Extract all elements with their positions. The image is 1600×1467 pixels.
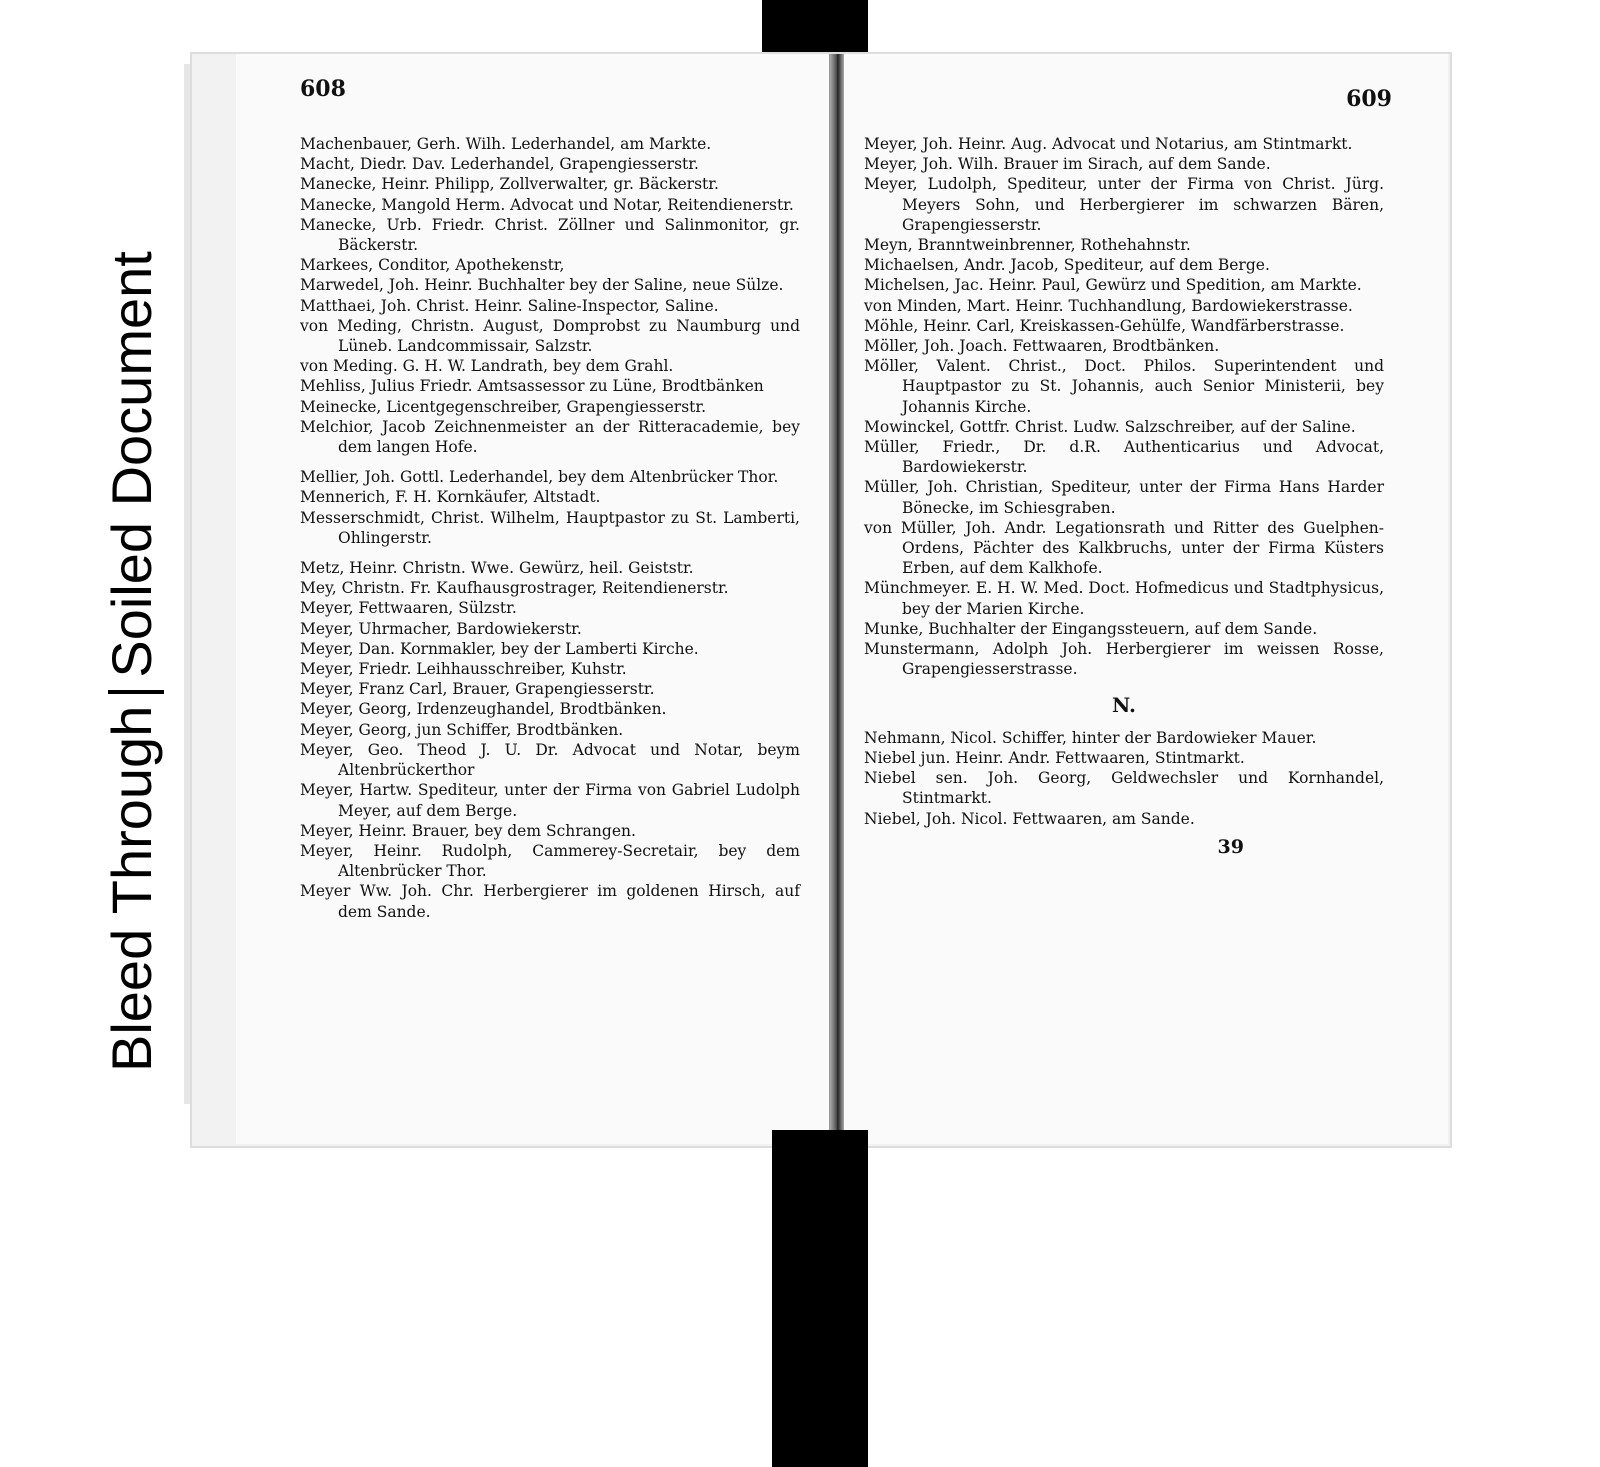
right-entries (864, 134, 1384, 857)
entry: Niebel jun. Heinr. Andr. Fettwaaren, Stintmarkt. (864, 748, 1245, 767)
entry: Meyer, Georg, jun Schiffer, Brodtbänken. (300, 720, 624, 739)
entry: Marwedel, Joh. Heinr. Buchhalter bey der Saline, neue Sülze. (300, 276, 784, 295)
entry: Matthaei, Joh. Christ. Heinr. Saline-Inspector, Saline. (300, 296, 719, 315)
scan-strip-top (762, 0, 868, 54)
entry: Möller, Joh. Joach. Fettwaaren, Brodtbänken. (864, 337, 1220, 356)
entry: von Minden, Mart. Heinr. Tuchhandlung, Bardowiekerstrasse. (864, 296, 1353, 315)
entry: Meyer, Fettwaaren, Sülzstr. (300, 599, 517, 618)
entry: Meyer, Heinr. Brauer, bey dem Schrangen. (300, 821, 636, 840)
entry: Michelsen, Jac. Heinr. Paul, Gewürz und Spedition, am Markte. (864, 276, 1362, 295)
entry: Metz, Heinr. Christn. Wwe. Gewürz, heil. Geiststr. (300, 559, 694, 578)
entry: Machenbauer, Gerh. Wilh. Lederhandel, am Markte. (300, 135, 712, 153)
left-entries (300, 134, 800, 922)
entry: Munstermann, Adolph Joh. Herbergierer im weissen Rosse, Grapengiesserstrasse. (864, 640, 1384, 679)
side-label (92, 72, 172, 1072)
scan-strip-bottom (772, 1130, 868, 1467)
page-number-left: 608 (300, 76, 346, 102)
entry: Mowinckel, Gottfr. Christ. Ludw. Salzschreiber, auf der Saline. (864, 417, 1356, 436)
entry: Meyer, Dan. Kornmakler, bey der Lamberti Kirche. (300, 639, 699, 658)
entry: von Meding, Christn. August, Domprobst zu Naumburg und Lüneb. Landcommissair, Salzstr. (300, 316, 800, 356)
entry: Mey, Christn. Fr. Kaufhausgrostrager, Reitendienerstr. (300, 579, 729, 598)
entry: Nehmann, Nicol. Schiffer, hinter der Bardowieker Mauer. (864, 728, 1317, 747)
entry: Müller, Joh. Christian, Spediteur, unter der Firma Hans Harder Bönecke, im Schiesgraben. (864, 478, 1384, 517)
entry: Meyn, Branntweinbrenner, Rothehahnstr. (864, 236, 1191, 255)
entry: Meyer, Franz Carl, Brauer, Grapengiesserstr. (300, 680, 655, 699)
entry: Manecke, Mangold Herm. Advocat und Notar, Reitendienerstr. (300, 195, 794, 214)
entry: Meyer, Joh. Heinr. Aug. Advocat und Notarius, am Stintmarkt. (864, 135, 1353, 153)
entry: Manecke, Heinr. Philipp, Zollverwalter, gr. Bäckerstr. (300, 175, 719, 194)
entry: von Meding. G. H. W. Landrath, bey dem Grahl. (300, 357, 674, 376)
entry: Müller, Friedr., Dr. d.R. Authenticarius und Advocat, Bardowiekerstr. (864, 438, 1384, 477)
entry: Markees, Conditor, Apothekenstr, (300, 256, 565, 275)
entry: Meyer, Ludolph, Spediteur, unter der Firma von Christ. Jürg. Meyers Sohn, und Herbergierer im schwarzen Bären, Grapengiesserstr. (864, 175, 1384, 234)
book-gutter (830, 54, 844, 1144)
entry: Möhle, Heinr. Carl, Kreiskassen-Gehülfe, Wandfärberstrasse. (864, 316, 1345, 335)
entry: Meyer, Joh. Wilh. Brauer im Sirach, auf dem Sande. (864, 155, 1271, 174)
entry: Messerschmidt, Christ. Wilhelm, Hauptpastor zu St. Lamberti, Ohlingerstr. (300, 508, 800, 547)
label-separator (108, 690, 164, 694)
label-soiled-document: Soiled Document (100, 251, 163, 678)
entry: Michaelsen, Andr. Jacob, Spediteur, auf dem Berge. (864, 256, 1270, 275)
entry: Meyer, Heinr. Rudolph, Cammerey-Secretair, bey dem Altenbrücker Thor. (300, 841, 800, 881)
label-bleed-through: Bleed Through (100, 705, 163, 1072)
entry: Meyer, Georg, Irdenzeughandel, Brodtbänken. (300, 700, 667, 719)
entry: Meyer, Hartw. Spediteur, unter der Firma von Gabriel Ludolph Meyer, auf dem Berge. (300, 781, 800, 820)
entry: Macht, Diedr. Dav. Lederhandel, Grapengiesserstr. (300, 155, 699, 174)
entry: Mennerich, F. H. Kornkäufer, Altstadt. (300, 488, 601, 507)
entry: Mehliss, Julius Friedr. Amtsassessor zu Lüne, Brodtbänken (300, 377, 764, 396)
open-book (190, 52, 1452, 1148)
entry: Münchmeyer. E. H. W. Med. Doct. Hofmedicus und Stadtphysicus, bey der Marien Kirche. (864, 579, 1384, 618)
entry: Mellier, Joh. Gottl. Lederhandel, bey dem Altenbrücker Thor. (300, 468, 779, 487)
right-page (844, 54, 1448, 1144)
entry: Melchior, Jacob Zeichnenmeister an der Ritteracademie, bey dem langen Hofe. (300, 417, 800, 457)
entry: von Müller, Joh. Andr. Legationsrath und Ritter des Guelphen-Ordens, Pächter des Kalkbruchs, unter der Firma Küsters Erben, auf dem Kalkhofe. (864, 518, 1384, 578)
entry: Meyer, Uhrmacher, Bardowiekerstr. (300, 619, 582, 638)
signature-mark: 39 (1217, 835, 1244, 858)
entry: Niebel, Joh. Nicol. Fettwaaren, am Sande. (864, 809, 1195, 828)
entry: Meinecke, Licentgegenschreiber, Grapengiesserstr. (300, 397, 707, 416)
entry: Niebel sen. Joh. Georg, Geldwechsler und Kornhandel, Stintmarkt. (864, 769, 1384, 808)
entry: Meyer, Geo. Theod J. U. Dr. Advocat und Notar, beym Altenbrückerthor (300, 740, 800, 780)
entry: Meyer, Friedr. Leihhausschreiber, Kuhstr. (300, 660, 627, 679)
entry: Manecke, Urb. Friedr. Christ. Zöllner und Salinmonitor, gr. Bäckerstr. (300, 215, 800, 255)
section-heading: N. (1112, 693, 1136, 718)
page-number-right: 609 (1346, 86, 1392, 112)
left-page (236, 54, 830, 1144)
entry: Meyer Ww. Joh. Chr. Herbergierer im goldenen Hirsch, auf dem Sande. (300, 882, 800, 921)
entry: Möller, Valent. Christ., Doct. Philos. Superintendent und Hauptpastor zu St. Johannis, auch Senior Ministerii, bey Johannis Kirche. (864, 357, 1384, 416)
entry: Munke, Buchhalter der Eingangssteuern, auf dem Sande. (864, 619, 1318, 638)
